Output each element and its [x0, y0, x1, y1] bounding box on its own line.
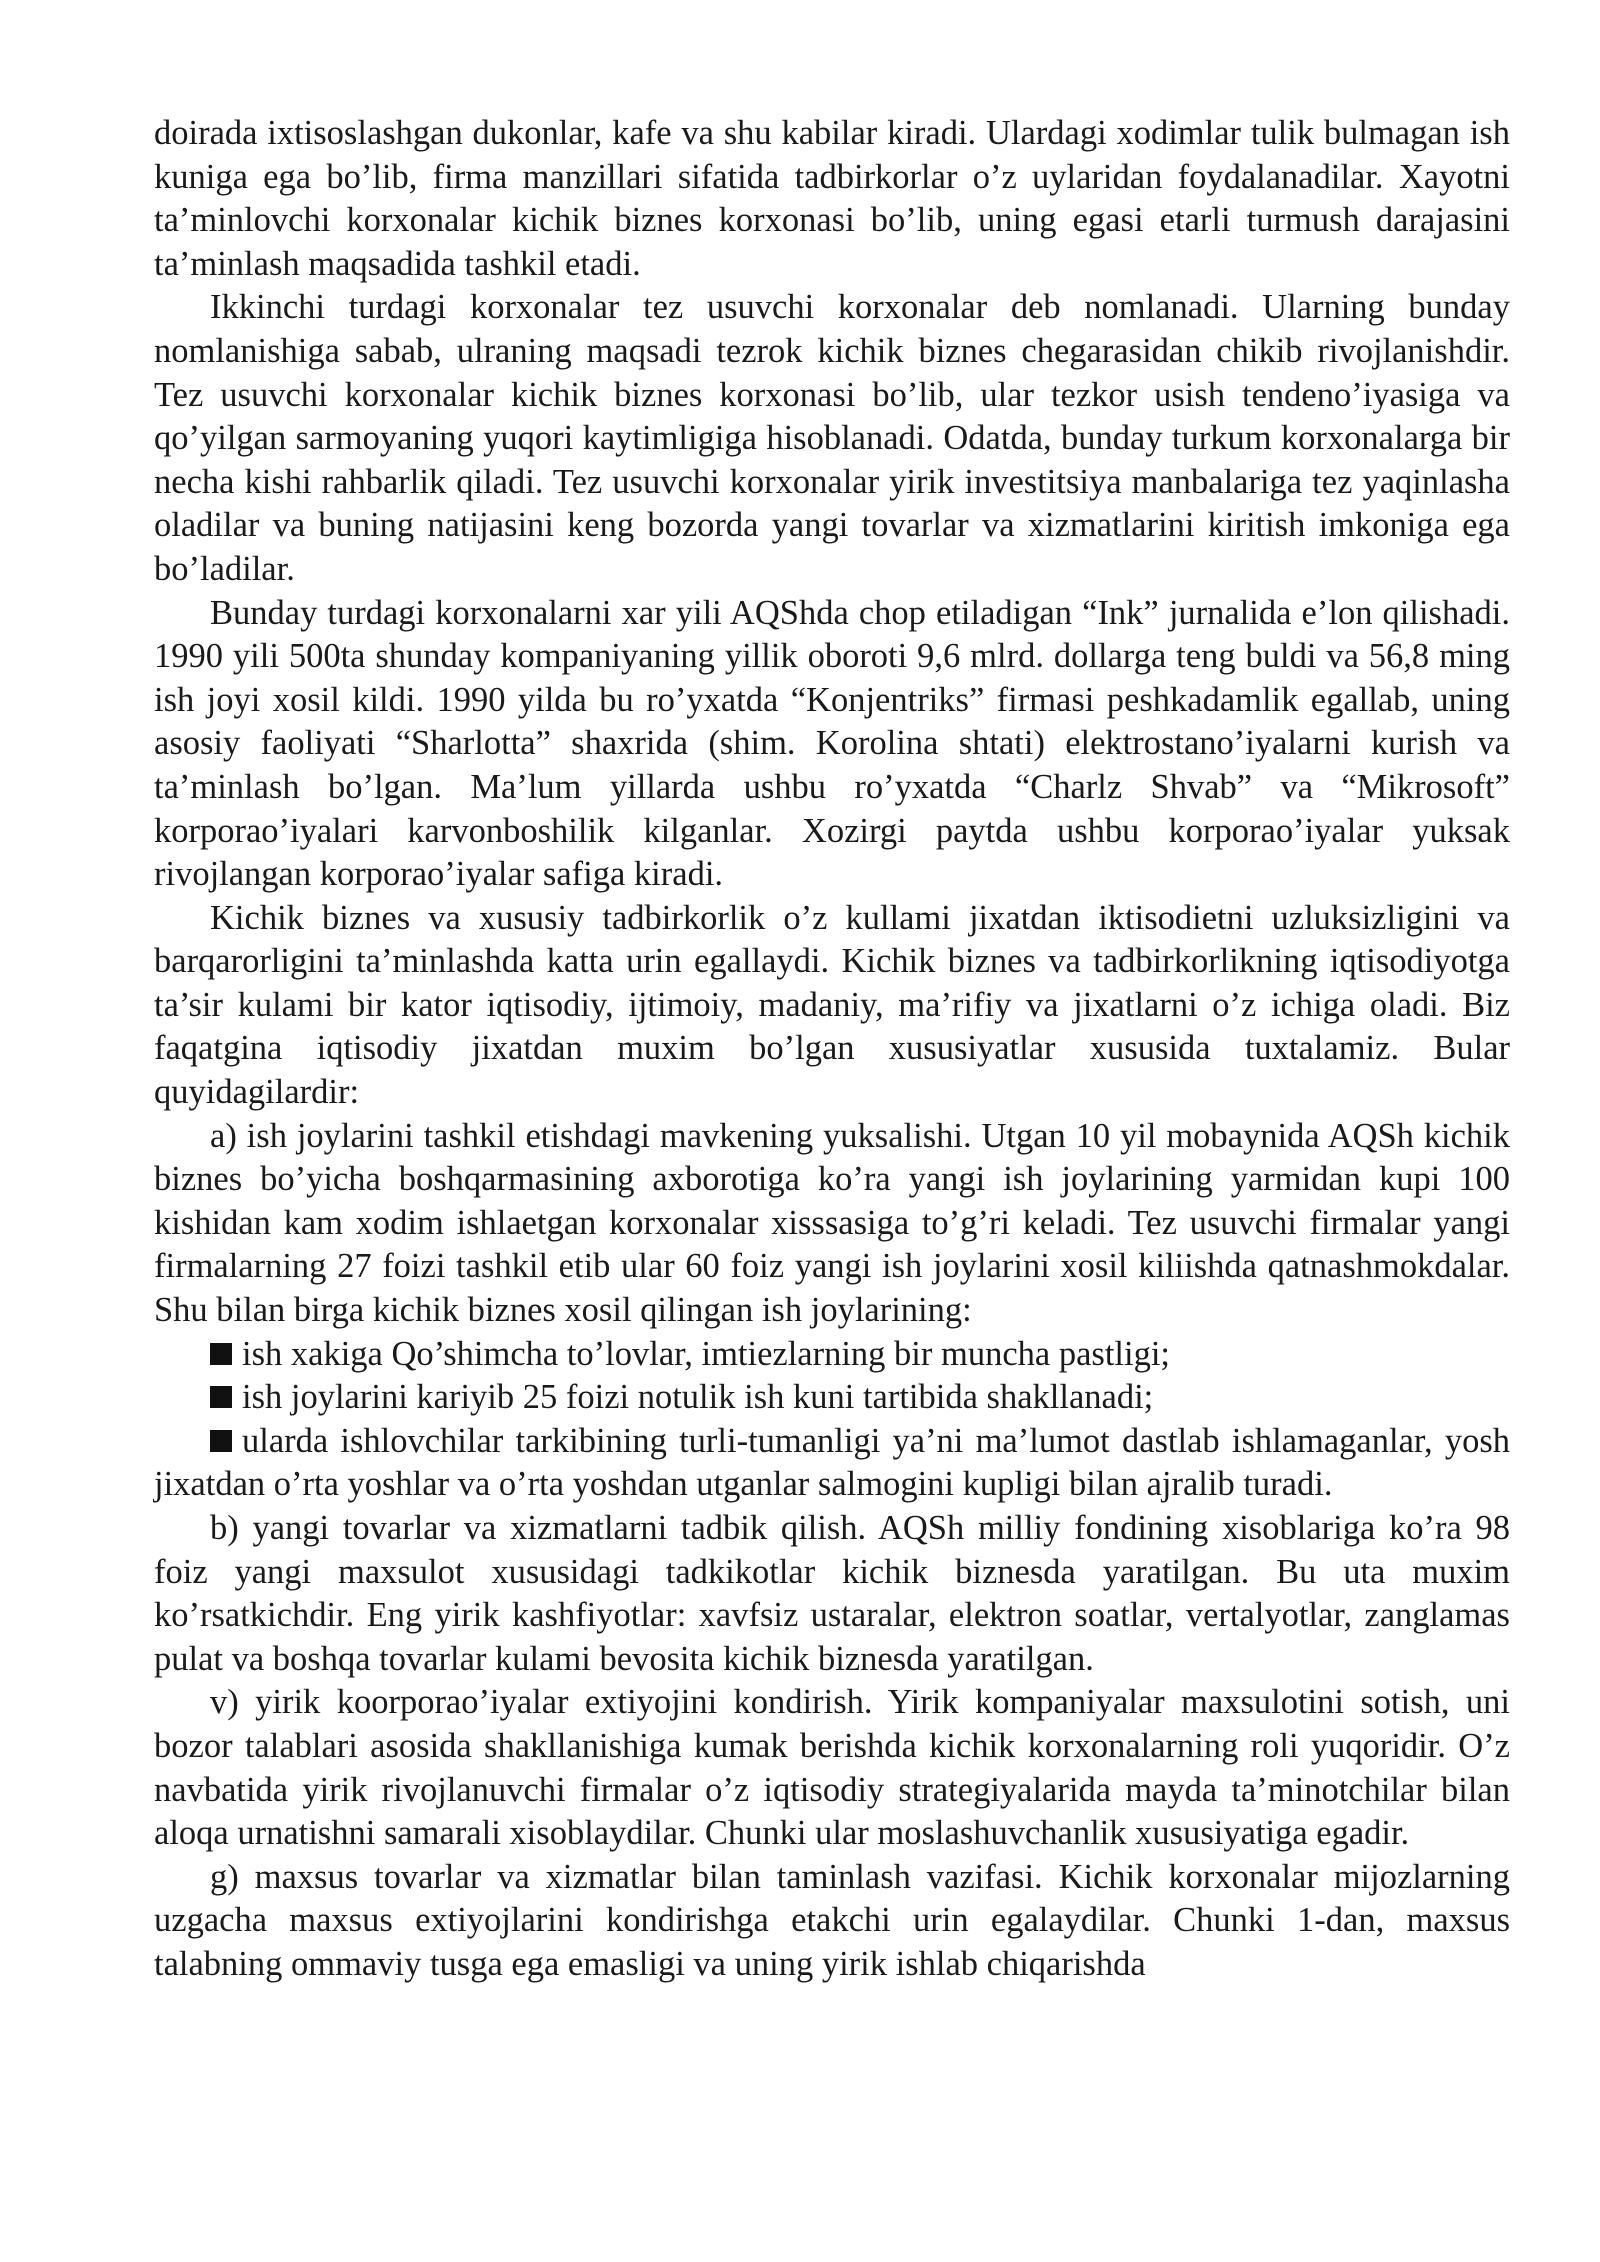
- paragraph-item-v: v) yirik koorporao’iyalar extiyojini kondirish. Yirik kompaniyalar maxsulotini sotish, uni bozor talablari asosida shakllanishiga kumak berishda kichik korxonalarning roli yuqoridir. O’z navbatida yirik rivojlanuvchi firmalar o’z iqtisodiy strategiyalarida mayda ta’minotchilar bilan aloqa urnatishni samarali xisoblaydilar. Chunki ular moslashuvchanlik xususiyatiga egadir.: [154, 1683, 1510, 1853]
- bullet-text: ish joylarini kariyib 25 foizi notulik ish kuni tartibida shakllanadi;: [242, 1378, 1154, 1417]
- paragraph-fast-growing-firms: Ikkinchi turdagi korxonalar tez usuvchi korxonalar deb nomlanadi. Ularning bunday nomlanishiga sabab, ulraning maqsadi tezrok kichik biznes chegarasidan chikib rivojlanishdir. Tez usuvchi korxonalar kichik biznes korxonasi bo’lib, ular tezkor usish tendeno’iyasiga va qo’yilgan sarmoyaning yuqori kaytimligiga hisoblanadi. Odatda, bunday turkum korxonalarga bir necha kishi rahbarlik qiladi. Tez usuvchi korxonalar yirik investitsiya manbalariga tez yaqinlasha oladilar va buning natijasini keng bozorda yangi tovarlar va xizmatlarini kiritish imkoniga ega bo’ladilar.: [154, 288, 1510, 588]
- bullet-text: ularda ishlovchilar tarkibining turli-tumanligi ya’ni ma’lumot dastlab ishlamaganlar, yosh jixatdan o’rta yoshlar va o’rta yoshdan utganlar salmogini kupligi bilan ajralib turadi.: [154, 1421, 1510, 1504]
- paragraph-continuation: doirada ixtisoslashgan dukonlar, kafe va shu kabilar kiradi. Ulardagi xodimlar tulik bulmagan ish kuniga ega bo’lib, firma manzillari sifatida tadbirkorlar o’z uylaridan foydalanadilar. Xayotni ta’minlovchi korxonalar kichik biznes korxonasi bo’lib, uning egasi etarli turmush darajasini ta’minlash maqsadida tashkil etadi.: [154, 114, 1510, 283]
- paragraph-item-g: g) maxsus tovarlar va xizmatlar bilan taminlash vazifasi. Kichik korxonalar mijozlarning uzgacha maxsus extiyojlarini kondirishga etakchi urin egalaydilar. Chunki 1-dan, maxsus talabning ommaviy tusga ega emasligi va uning yirik ishlab chiqarishda: [154, 1857, 1510, 1983]
- bullet-text: ish xakiga Qo’shimcha to’lovlar, imtiezlarning bir muncha pastligi;: [242, 1334, 1170, 1373]
- bullet-item: [154, 1420, 1510, 1507]
- black-square-bullet-icon: [210, 1386, 232, 1408]
- bullet-item: [154, 1376, 1510, 1420]
- paragraph-item-a: a) ish joylarini tashkil etishdagi mavkening yuksalishi. Utgan 10 yil mobaynida AQSh kichik biznes bo’yicha boshqarmasining axborotiga ko’ra yangi ish joylarining yarmidan kupi 100 kishidan kam xodim ishlaetgan korxonalar xisssasiga to’g’ri keladi. Tez usuvchi firmalar yangi firmalarning 27 foizi tashkil etib ular 60 foiz yangi ish joylarini xosil kiliishda qatnashmokdalar. Shu bilan birga kichik biznes xosil qilingan ish joylarining:: [154, 1116, 1510, 1330]
- black-square-bullet-icon: [210, 1430, 232, 1452]
- black-square-bullet-icon: [210, 1343, 232, 1365]
- paragraph-small-business-role: Kichik biznes va xususiy tadbirkorlik o’z kullami jixatdan iktisodietni uzluksizligini va barqarorligini ta’minlashda katta urin egallaydi. Kichik biznes va tadbirkorlikning iqtisodiyotga ta’sir kulami bir kator iqtisodiy, ijtimoiy, madaniy, ma’rifiy va jixatlarni o’z ichiga oladi. Biz faqatgina iqtisodiy jixatdan muxim bo’lgan xususiyatlar xususida tuxtalamiz. Bular quyidagilardir:: [154, 898, 1510, 1112]
- document-page: [154, 112, 1510, 1987]
- bullet-item: [154, 1333, 1510, 1377]
- paragraph-item-b: b) yangi tovarlar va xizmatlarni tadbik qilish. AQSh milliy fondining xisoblariga ko’ra 98 foiz yangi maxsulot xususidagi tadkikotlar kichik biznesda yaratilgan. Bu uta muxim ko’rsatkichdir. Eng yirik kashfiyotlar: xavfsiz ustaralar, elektron soatlar, vertalyotlar, zanglamas pulat va boshqa tovarlar kulami bevosita kichik biznesda yaratilgan.: [154, 1509, 1510, 1678]
- paragraph-ink-journal: Bunday turdagi korxonalarni xar yili AQShda chop etiladigan “Ink” jurnalida e’lon qilishadi. 1990 yili 500ta shunday kompaniyaning yillik oboroti 9,6 mlrd. dollarga teng buldi va 56,8 ming ish joyi xosil kildi. 1990 yilda bu ro’yxatda “Konjentriks” firmasi peshkadamlik egallab, uning asosiy faoliyati “Sharlotta” shaxrida (shim. Korolina shtati) elektrostano’iyalarni kurish va ta’minlash bo’lgan. Ma’lum yillarda ushbu ro’yxatda “Charlz Shvab” va “Mikrosoft” korporao’iyalari karvonboshilik kilganlar. Xozirgi paytda ushbu korporao’iyalar yuksak rivojlangan korporao’iyalar safiga kiradi.: [154, 593, 1510, 894]
